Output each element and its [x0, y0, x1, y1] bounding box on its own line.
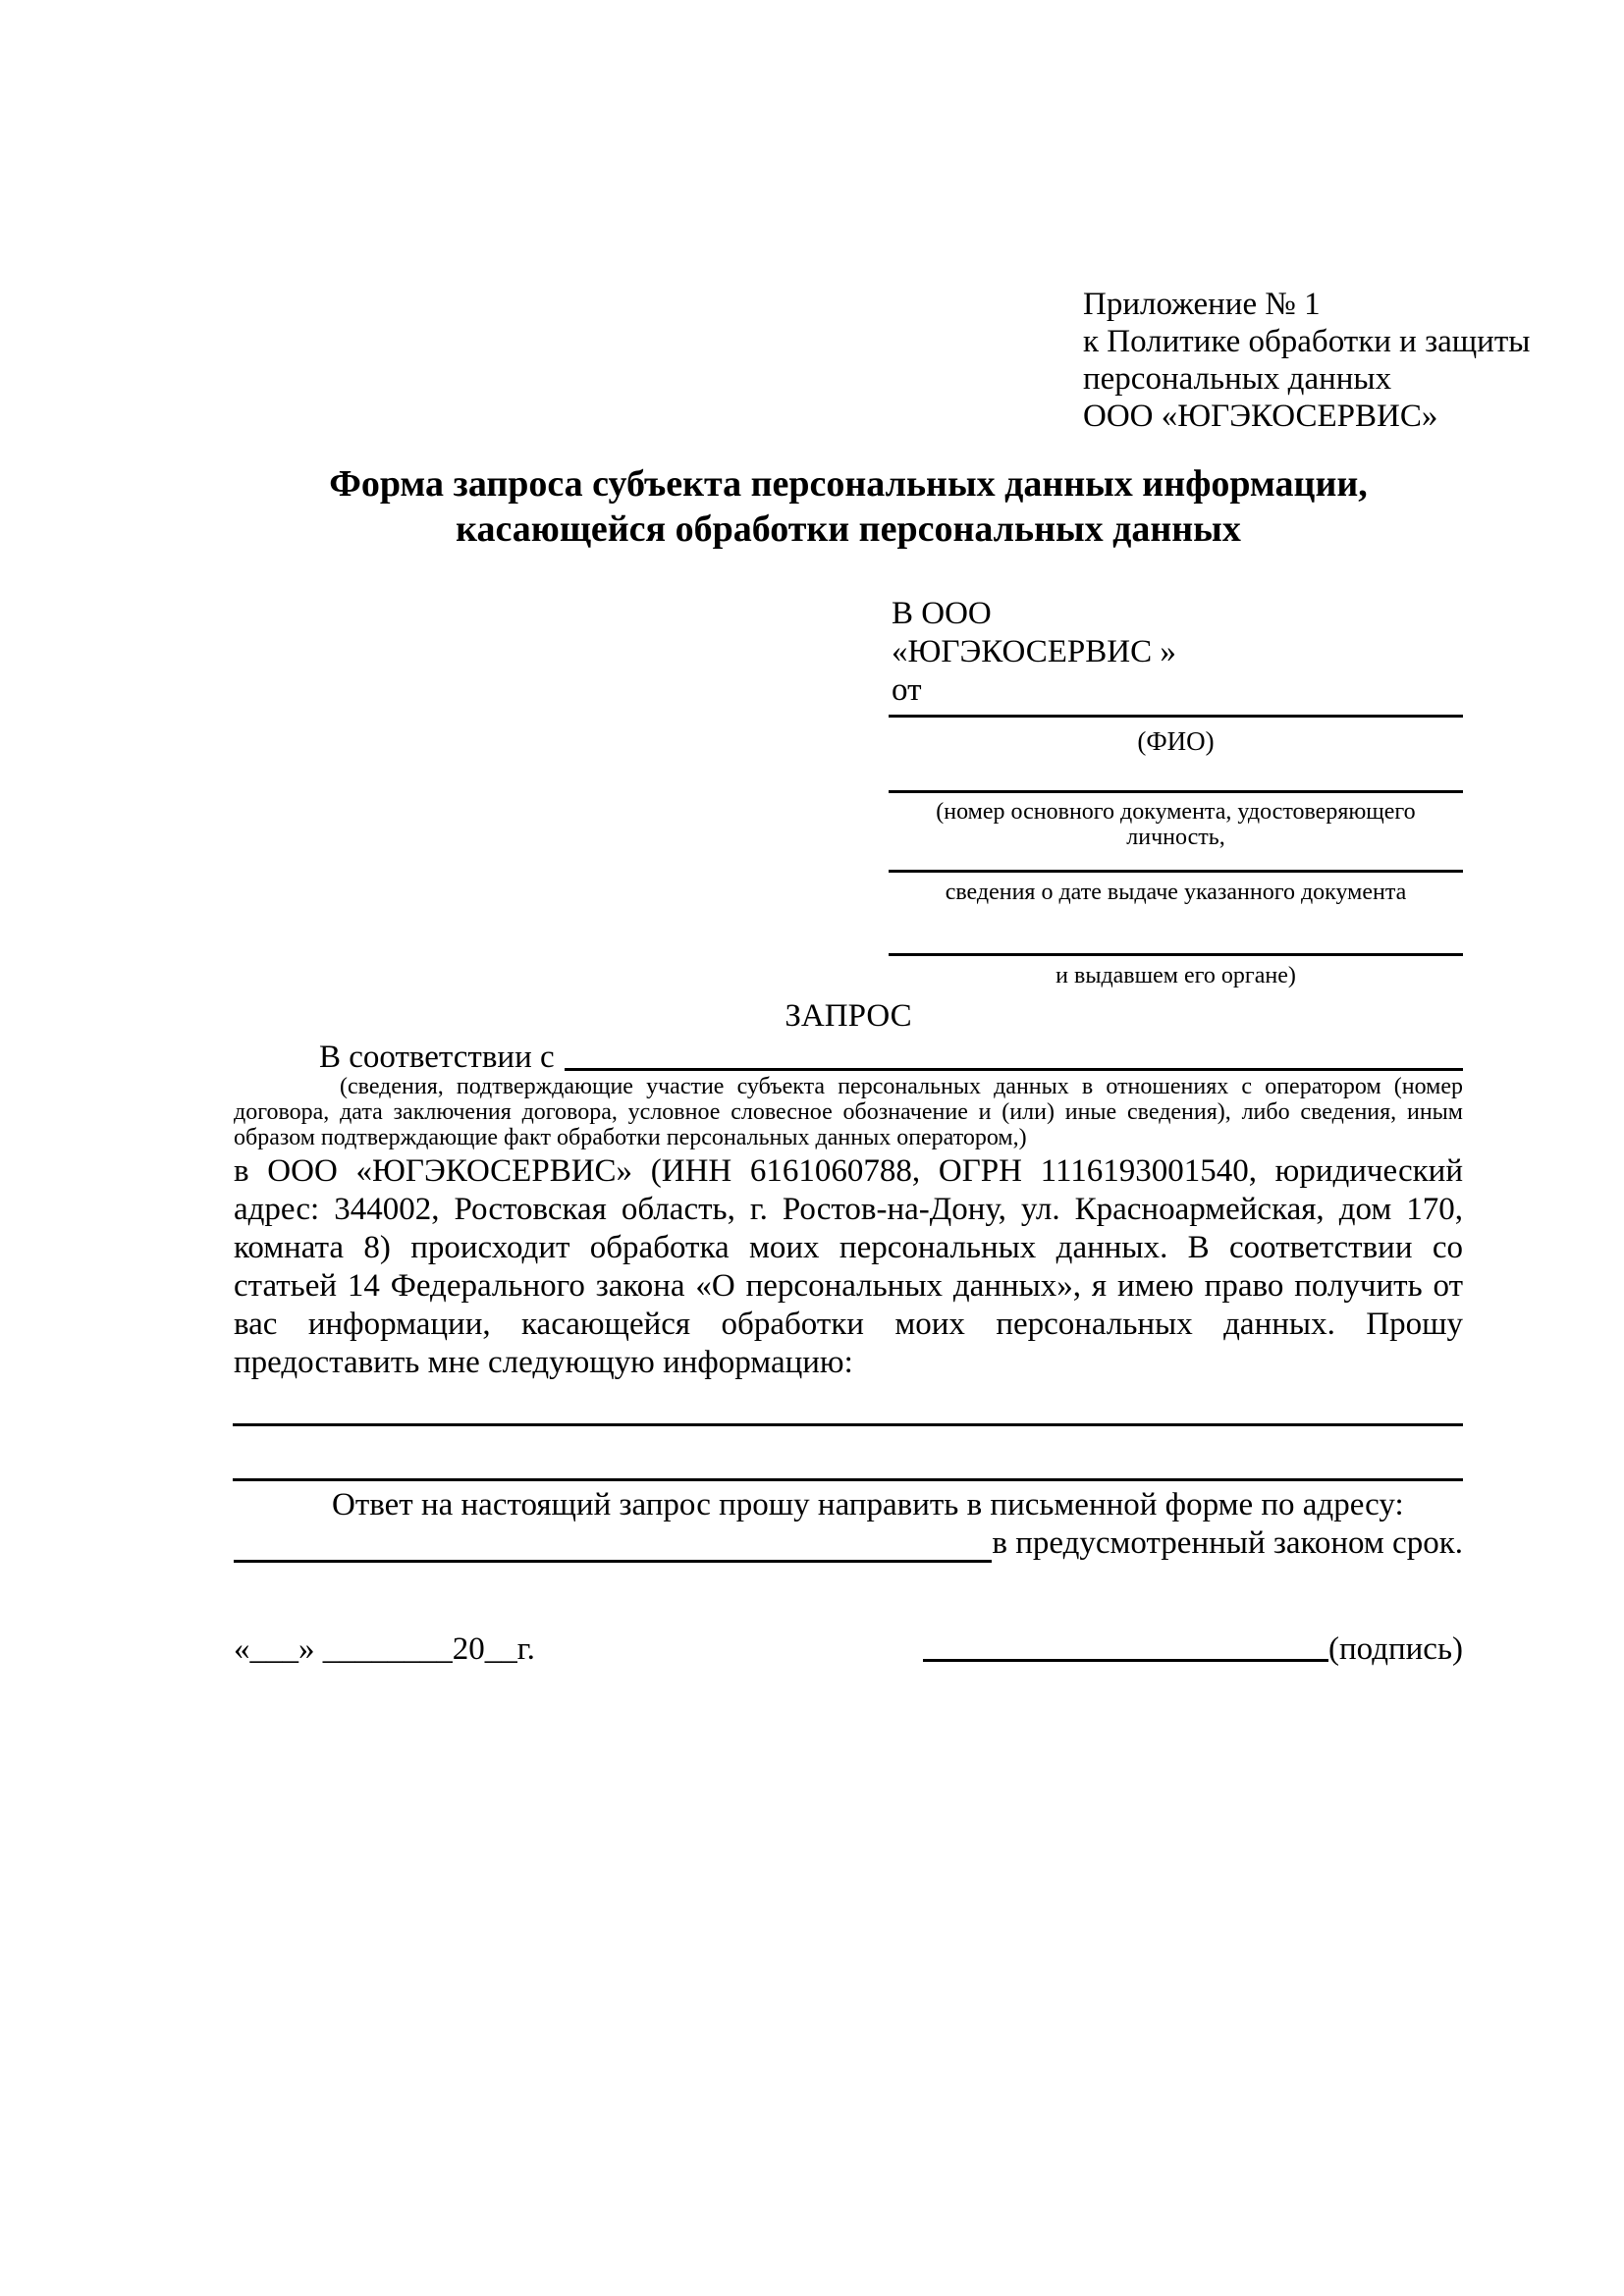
appendix-header-line: к Политике обработки и защиты: [1083, 324, 1531, 359]
appendix-header-line: Приложение № 1: [1083, 287, 1321, 322]
info-blank-line-1[interactable]: [233, 1423, 1463, 1426]
doc-issuer-caption: и выдавшем его органе): [1056, 963, 1296, 988]
document-title-line: касающейся обработки персональных данных: [456, 508, 1241, 550]
appendix-header-line: персональных данных: [1083, 361, 1392, 397]
doc-issuer-blank-line[interactable]: [889, 953, 1463, 956]
intro-note: (сведения, подтверждающие участие субъекта персональных данных в отношениях с оператором (номер договора, дата заключения договора, условное словесное обозначение и (или) иные сведения), либо сведения, иным образом подтверждающие факт обработки персональных данных оператором,): [234, 1074, 1463, 1150]
reply-suffix: в предусмотренный законом срок.: [992, 1525, 1463, 1561]
appendix-header: [1083, 286, 1530, 435]
reply-address-row: [234, 1524, 1463, 1563]
addressee-block: [892, 595, 1176, 710]
document-title: [234, 461, 1463, 552]
date-blank[interactable]: «___» ________20__г.: [234, 1631, 535, 1667]
intro-row: [234, 1039, 1463, 1077]
reply-paragraph: [234, 1486, 1463, 1563]
intro-blank-line[interactable]: [565, 1039, 1463, 1071]
doc-number-caption: (номер основного документа, удостоверяющего личность,: [936, 799, 1416, 850]
document-title-line: Форма запроса субъекта персональных данных информации,: [329, 463, 1368, 505]
address-blank-line[interactable]: [234, 1526, 992, 1563]
request-heading: ЗАПРОС: [785, 998, 912, 1034]
doc-date-blank-line[interactable]: [889, 870, 1463, 873]
signature-blank-line[interactable]: [923, 1659, 1328, 1662]
doc-number-blank-line[interactable]: [889, 790, 1463, 793]
intro-label: В соответствии с: [319, 1040, 555, 1075]
signature-area: [923, 1629, 1463, 1669]
signature-caption: (подпись): [1328, 1631, 1463, 1667]
reply-text: Ответ на настоящий запрос прошу направить в письменной форме по адресу:: [332, 1487, 1404, 1522]
addressee-line: В ООО: [892, 596, 992, 631]
info-blank-line-2[interactable]: [233, 1478, 1463, 1481]
addressee-line: от: [892, 672, 922, 708]
doc-date-caption: сведения о дате выдаче указанного документа: [945, 880, 1407, 905]
fio-blank-line[interactable]: [889, 715, 1463, 718]
request-body: в ООО «ЮГЭКОСЕРВИС» (ИНН 6161060788, ОГРН 1116193001540, юридический адрес: 344002, Ростовская область, г. Ростов-на-Дону, ул. Красноармейская, дом 170, комната 8) происходит обработка моих персональных данных. В соответствии со статьей 14 Федерального закона «О персональных данных», я имею право получить от вас информации, касающейся обработки моих персональных данных. Прошу предоставить мне следующую информацию:: [234, 1153, 1463, 1380]
addressee-line: «ЮГЭКОСЕРВИС »: [892, 634, 1176, 669]
appendix-header-line: ООО «ЮГЭКОСЕРВИС»: [1083, 399, 1438, 434]
footer-row: [234, 1629, 1463, 1669]
fio-caption: (ФИО): [1137, 726, 1215, 756]
